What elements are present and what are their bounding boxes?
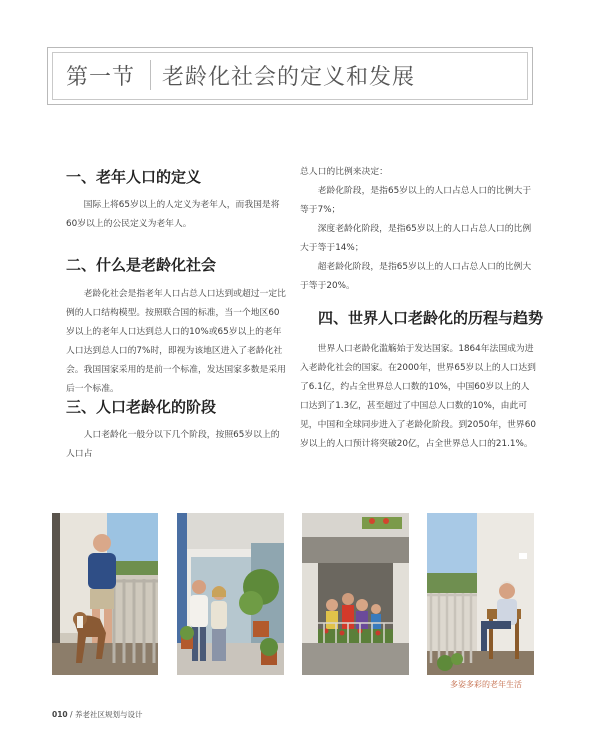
heading-aging-stages: 三、人口老龄化的阶段 bbox=[66, 398, 217, 416]
elderly-man-seated-photo bbox=[427, 513, 534, 675]
elderly-man-with-dog-photo bbox=[52, 513, 158, 675]
elderly-couple-on-balcony-photo bbox=[177, 513, 284, 675]
paragraph-aging-society: 老龄化社会是指老年人口占总人口达到或超过一定比例的人口结构模型。按照联合国的标准，当一个地区60岁以上的老年人口达到总人口的10%或65岁以上的老年人口达到总人口的7%时，即视为该地区进入了老龄化社会。我国国家采用的是前一个标准，发达国家多数是采用后一个标准。 bbox=[66, 289, 286, 394]
heading-elderly-definition: 一、老年人口的定义 bbox=[66, 168, 202, 186]
page-number: 010 bbox=[52, 710, 68, 719]
paragraph-elderly-definition: 国际上将65岁以上的人定义为老年人，而我国是将60岁以上的公民定义为老年人。 bbox=[66, 200, 280, 229]
footer-separator: / bbox=[70, 710, 73, 719]
stage-super-aging: 超老龄化阶段，是指65岁以上的人口占总人口的比例大于等于20%。 bbox=[300, 262, 532, 291]
paragraph-aging-stages: 人口老龄化一般分以下几个阶段，按照65岁以上的人口占 bbox=[66, 430, 280, 459]
heading-world-aging: 四、世界人口老龄化的历程与趋势 bbox=[318, 309, 544, 327]
stage-deep-aging: 深度老龄化阶段，是指65岁以上的人口占总人口的比例大于等于14%； bbox=[300, 224, 532, 253]
title-divider bbox=[150, 60, 151, 90]
heading-aging-society: 二、什么是老龄化社会 bbox=[66, 256, 217, 274]
book-title: 养老社区规划与设计 bbox=[74, 710, 143, 719]
paragraph-stages-continued: 总人口的比例来决定： bbox=[300, 167, 388, 177]
paragraph-world-aging: 世界人口老龄化滥觞始于发达国家。1864年法国成为进入老龄化社会的国家。在2000年，世界65岁以上的人口达到了6.1亿，约占全世界总人口数的10%，中国60岁以上的人口达到了1.3亿，甚至超过了中国总人口数的10%，由此可见，中国和全球同步进入了老龄化阶段。到2050年，世界60岁以上的人口预计将突破20亿，占全世界总人口的21.1%。 bbox=[300, 344, 536, 449]
page-title: 老龄化社会的定义和发展 bbox=[162, 65, 416, 90]
family-on-balcony-photo bbox=[302, 513, 409, 675]
section-number: 第一节 bbox=[66, 65, 136, 90]
stage-aging: 老龄化阶段，是指65岁以上的人口占总人口的比例大于等于7%； bbox=[300, 186, 532, 215]
photo-caption: 多姿多彩的老年生活 bbox=[450, 680, 522, 689]
page-footer bbox=[52, 709, 142, 720]
